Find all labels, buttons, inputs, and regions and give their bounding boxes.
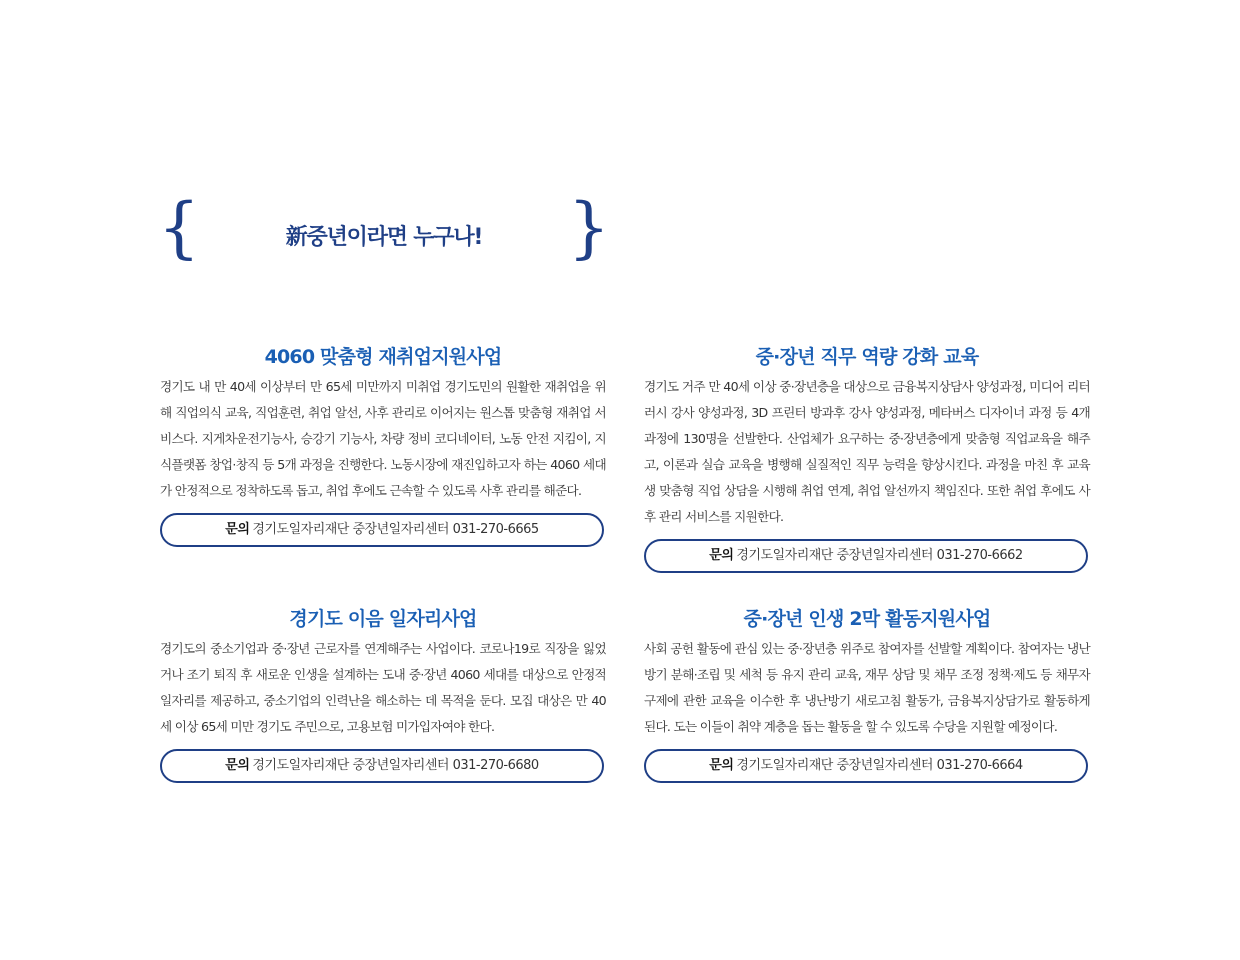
contact-text: 경기도일자리재단 중장년일자리센터 031-270-6680: [252, 758, 539, 773]
contact-text: 경기도일자리재단 중장년일자리센터 031-270-6664: [736, 758, 1023, 773]
program-description: 사회 공헌 활동에 관심 있는 중·장년층 위주로 참여자를 선발할 계획이다. 참여자는 냉난방기 분해·조립 및 세척 등 유지 관리 교육, 재무 상담 및 채무 조정 정책·제도 등 채무자 구제에 관한 교육을 이수한 후 냉난방기 새로고침 활동가, 금융복지상담가로 활동하게 된다. 도는 이들이 취약 계층을 돕는 활동을 할 수 있도록 수당을 지원할 예정이다.: [644, 641, 1090, 734]
program-description: 경기도의 중소기업과 중·장년 근로자를 연계해주는 사업이다. 코로나19로 직장을 잃었거나 조기 퇴직 후 새로운 인생을 설계하는 도내 중·장년 4060 세대를 대상으로 안정적 일자리를 제공하고, 중소기업의 인력난을 해소하는 데 목적을 둔다. 모집 대상은 만 40세 이상 65세 미만 경기도 주민으로, 고용보험 미가입자여야 한다.: [160, 641, 606, 734]
contact-text: 경기도일자리재단 중장년일자리센터 031-270-6662: [736, 548, 1023, 563]
program-title: 4060 맞춤형 재취업지원사업: [264, 346, 502, 368]
contact-info-box: [644, 539, 1088, 573]
left-curly-brace: {: [158, 189, 200, 266]
section-title: 新중년이라면 누구나!: [285, 225, 483, 250]
right-curly-brace: }: [568, 189, 610, 266]
contact-label: 문의: [225, 758, 250, 773]
section-header: [158, 189, 610, 272]
contact-label: 문의: [709, 758, 734, 773]
program-title: 경기도 이음 일자리사업: [289, 608, 477, 630]
contact-label: 문의: [709, 548, 734, 563]
contact-text: 경기도일자리재단 중장년일자리센터 031-270-6665: [252, 522, 539, 537]
program-job-skills-training: [644, 342, 1090, 573]
program-title: 중·장년 직무 역량 강화 교육: [755, 346, 979, 368]
program-ieum-jobs: [160, 604, 606, 783]
contact-label: 문의: [225, 522, 250, 537]
program-reemployment-support: [160, 342, 606, 547]
program-second-act-activity: [644, 604, 1090, 783]
contact-info-box: [160, 513, 604, 547]
contact-info-box: [644, 749, 1088, 783]
program-title: 중·장년 인생 2막 활동지원사업: [743, 608, 991, 630]
contact-info-box: [160, 749, 604, 783]
program-description: 경기도 거주 만 40세 이상 중·장년층을 대상으로 금융복지상담사 양성과정, 미디어 리터러시 강사 양성과정, 3D 프린터 방과후 강사 양성과정, 메타버스 디자이너 과정 등 4개 과정에 130명을 선발한다. 산업체가 요구하는 중·장년층에게 맞춤형 직업교육을 해주고, 이론과 실습 교육을 병행해 실질적인 직무 능력을 향상시킨다. 과정을 마친 후 교육생 맞춤형 직업 상담을 시행해 취업 연계, 취업 알선까지 책임진다. 또한 취업 후에도 사후 관리 서비스를 지원한다.: [644, 379, 1090, 524]
program-description: 경기도 내 만 40세 이상부터 만 65세 미만까지 미취업 경기도민의 원활한 재취업을 위해 직업의식 교육, 직업훈련, 취업 알선, 사후 관리로 이어지는 원스톱 맞춤형 재취업 서비스다. 지게차운전기능사, 승강기 기능사, 차량 정비 코디네이터, 노동 안전 지킴이, 지식플랫폼 창업·창직 등 5개 과정을 진행한다. 노동시장에 재진입하고자 하는 4060 세대가 안정적으로 정착하도록 돕고, 취업 후에도 근속할 수 있도록 사후 관리를 해준다.: [160, 379, 606, 498]
